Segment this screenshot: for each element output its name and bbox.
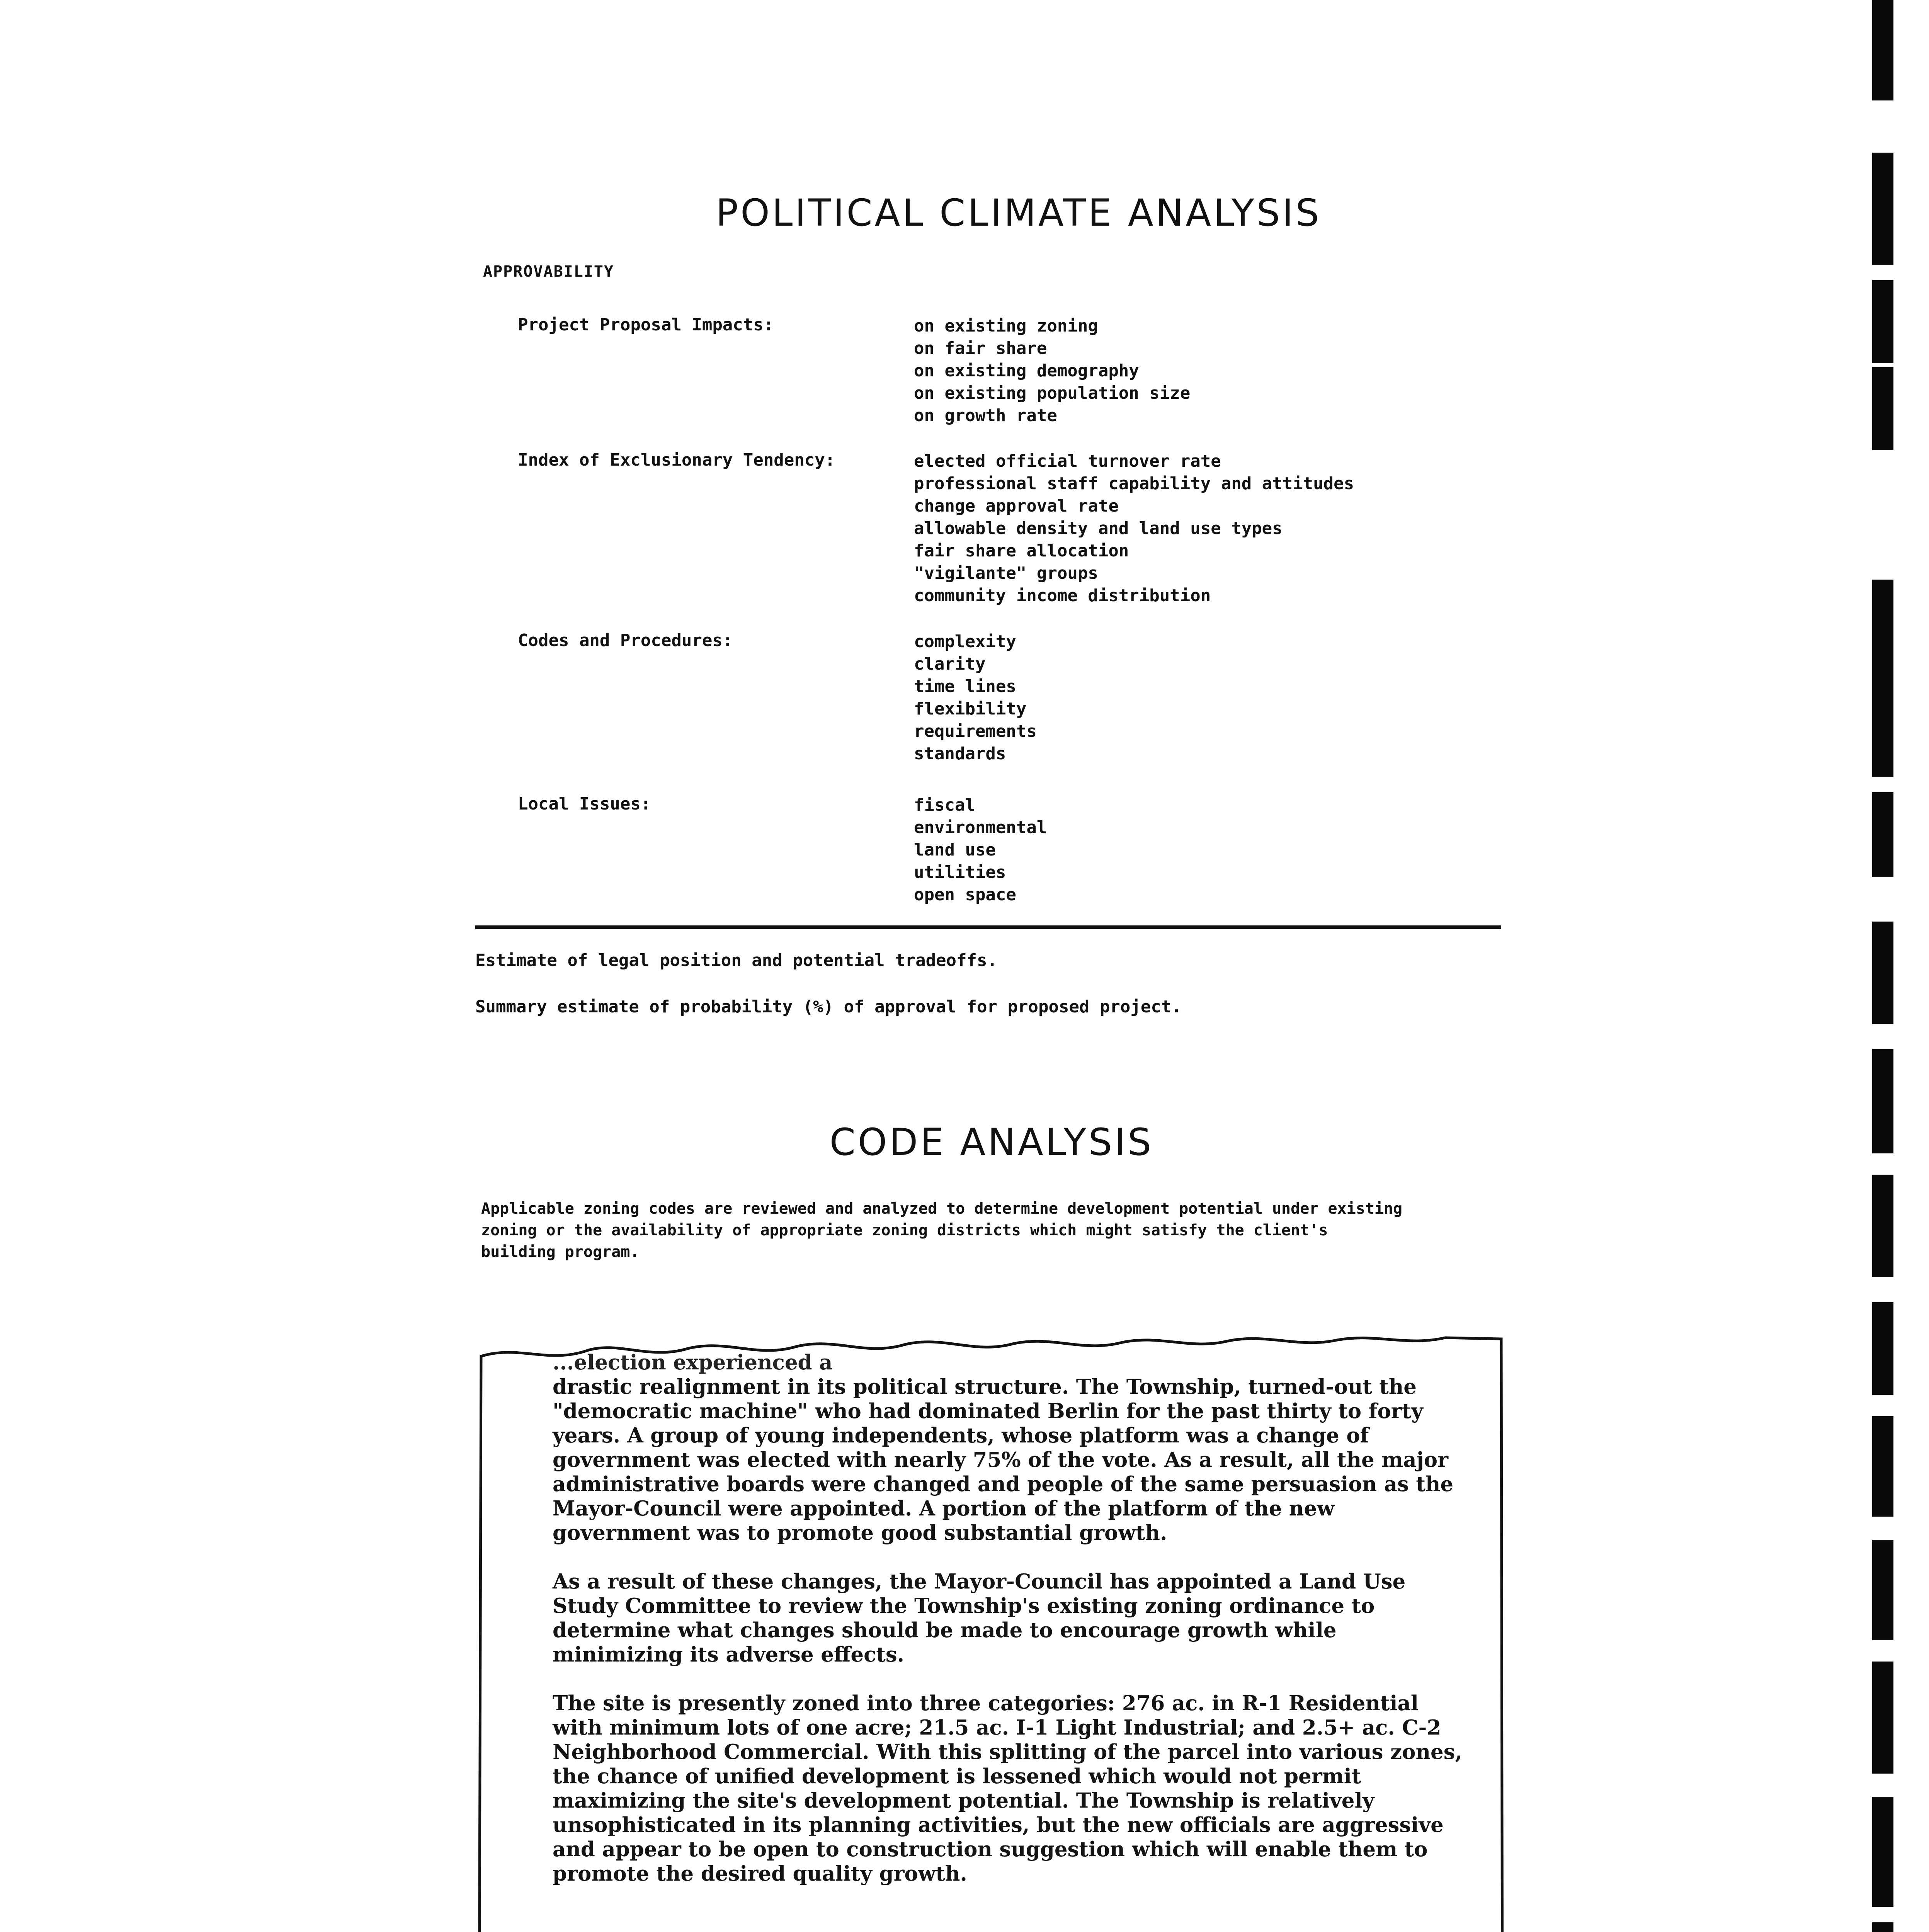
excerpt-partial-line: ...election experienced a bbox=[553, 1350, 833, 1374]
criteria-item: professional staff capability and attitudes bbox=[914, 474, 1354, 493]
criteria-item: flexibility bbox=[914, 699, 1027, 719]
criteria-item: elected official turnover rate bbox=[914, 451, 1221, 471]
criteria-item: on fair share bbox=[914, 338, 1047, 358]
binding-mark bbox=[1872, 1797, 1893, 1907]
binding-mark bbox=[1872, 1540, 1893, 1640]
binding-mark bbox=[1872, 922, 1893, 1024]
excerpt-paragraph: As a result of these changes, the Mayor-Council has appointed a Land Use Study Committee to review the Township's existing zoning ordinance to determine what changes should be made to encourage growth while minimizing its adverse effects. bbox=[553, 1570, 1406, 1667]
criteria-item: on existing zoning bbox=[914, 316, 1098, 336]
criteria-item: on existing population size bbox=[914, 383, 1191, 403]
binding-mark bbox=[1872, 1175, 1893, 1277]
torn-document-excerpt bbox=[471, 1329, 1507, 1932]
criteria-item: complexity bbox=[914, 632, 1016, 651]
criteria-item: environmental bbox=[914, 818, 1047, 837]
criteria-group-label: Index of Exclusionary Tendency: bbox=[518, 450, 835, 470]
legal-position-note: Estimate of legal position and potential tradeoffs. bbox=[475, 951, 998, 970]
criteria-item: fiscal bbox=[914, 795, 975, 815]
criteria-item: "vigilante" groups bbox=[914, 563, 1098, 583]
excerpt-text bbox=[553, 1350, 1472, 1910]
criteria-item: on existing demography bbox=[914, 361, 1139, 381]
binding-mark bbox=[1872, 792, 1893, 877]
section-divider bbox=[475, 925, 1501, 929]
approvability-label: APPROVABILITY bbox=[483, 263, 614, 281]
criteria-item: open space bbox=[914, 885, 1016, 905]
binding-mark bbox=[1872, 367, 1893, 450]
excerpt-paragraph: The site is presently zoned into three categories: 276 ac. in R-1 Residential with minimum lots of one acre; 21.5 ac. I-1 Light Industrial; and 2.5+ ac. C-2 Neighborhood Commercial. With this splitting of the parcel into various zones, the chance of unified development is lessened which would not permit maximizing the site's development potential. The Township is relatively unsophisticated in its planning activities, but the new officials are aggressive and appear to be open to construction suggestion which will enable them to promote the desired quality growth. bbox=[553, 1691, 1463, 1886]
binding-mark bbox=[1872, 1662, 1893, 1774]
excerpt-paragraph: drastic realignment in its political structure. The Township, turned-out the "democratic machine" who had dominated Berlin for the past thirty to forty years. A group of young independents, whose platform was a change of government was elected with nearly 75% of the vote. As a result, all the major administrative boards were changed and people of the same persuasion as the Mayor-Council were appointed. A portion of the platform of the new government was to promote good substantial growth. bbox=[553, 1375, 1454, 1545]
criteria-item: clarity bbox=[914, 654, 986, 674]
binding-mark bbox=[1872, 1302, 1893, 1395]
criteria-item: community income distribution bbox=[914, 586, 1211, 605]
criteria-group-label: Project Proposal Impacts: bbox=[518, 315, 774, 335]
approval-probability-note: Summary estimate of probability (%) of approval for proposed project. bbox=[475, 997, 1182, 1017]
political-climate-title: POLITICAL CLIMATE ANALYSIS bbox=[716, 191, 1322, 235]
code-analysis-intro: Applicable zoning codes are reviewed and analyzed to determine development potential under existing zoning or the availability of appropriate zoning districts which might satisfy the client's building program. bbox=[481, 1200, 1403, 1261]
criteria-list bbox=[914, 794, 1047, 906]
criteria-list bbox=[914, 315, 1190, 427]
criteria-item: utilities bbox=[914, 862, 1006, 882]
criteria-item: fair share allocation bbox=[914, 541, 1129, 561]
criteria-group-label: Codes and Procedures: bbox=[518, 631, 733, 650]
binding-mark bbox=[1872, 1922, 1893, 1932]
criteria-item: time lines bbox=[914, 677, 1016, 696]
criteria-item: standards bbox=[914, 744, 1006, 764]
criteria-item: change approval rate bbox=[914, 496, 1119, 516]
criteria-list bbox=[914, 450, 1354, 607]
binding-mark bbox=[1872, 665, 1893, 777]
criteria-list bbox=[914, 631, 1037, 765]
binding-mark bbox=[1872, 1416, 1893, 1517]
criteria-group-label: Local Issues: bbox=[518, 794, 651, 814]
code-analysis-title: CODE ANALYSIS bbox=[829, 1121, 1154, 1164]
binding-mark bbox=[1872, 280, 1893, 363]
criteria-item: allowable density and land use types bbox=[914, 519, 1283, 538]
binding-mark bbox=[1872, 0, 1893, 100]
criteria-item: land use bbox=[914, 840, 996, 860]
criteria-item: on growth rate bbox=[914, 406, 1057, 425]
criteria-item: requirements bbox=[914, 721, 1037, 741]
